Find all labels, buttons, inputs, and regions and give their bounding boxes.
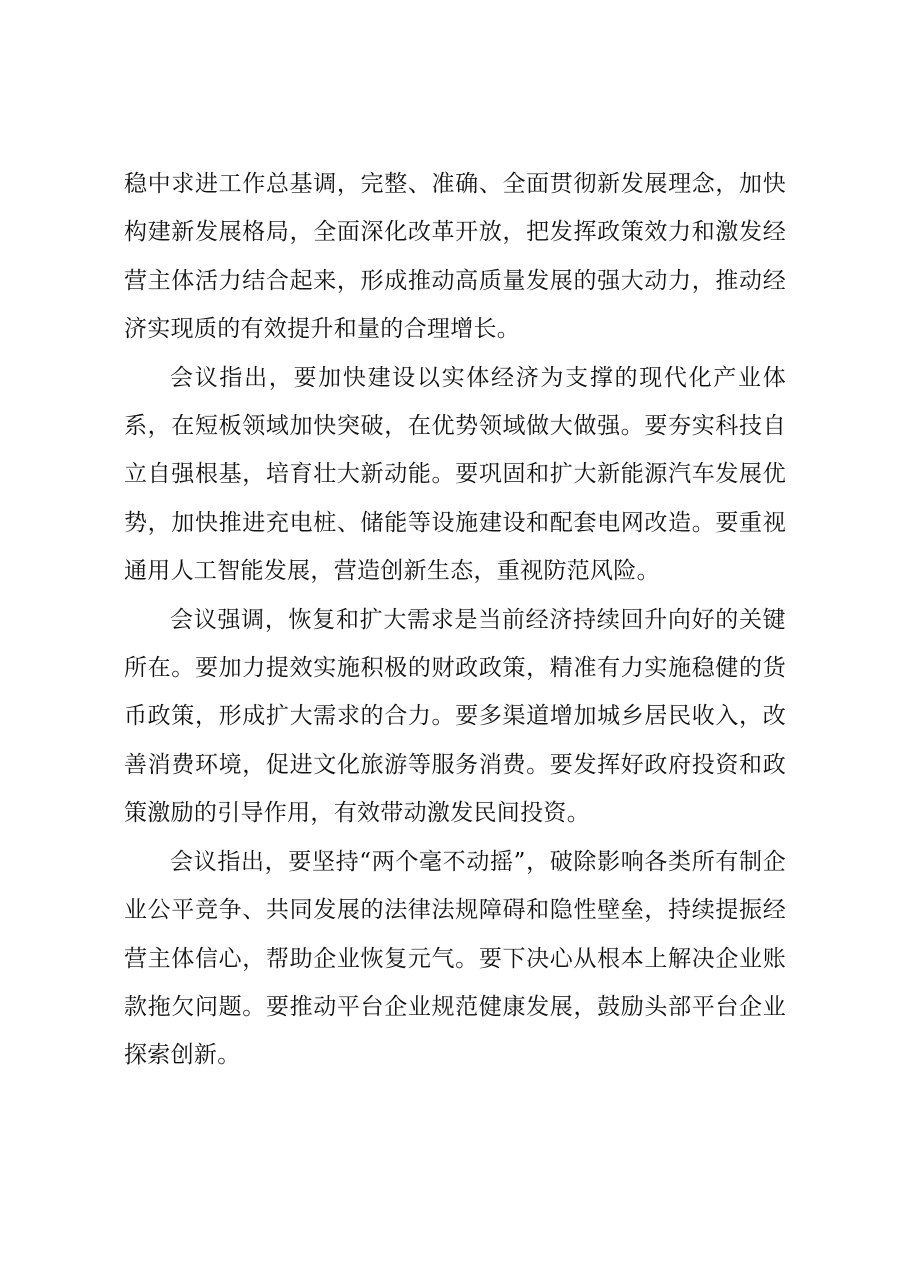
- document-body: [124, 160, 786, 1080]
- paragraph-expand-demand: 会议强调，恢复和扩大需求是当前经济持续回升向好的关键所在。要加力提效实施积极的财政政策，精准有力实施稳健的货币政策，形成扩大需求的合力。要多渠道增加城乡居民收入，改善消费环境，促进文化旅游等服务消费。要发挥好政府投资和政策激励的引导作用，有效带动激发民间投资。: [124, 606, 786, 827]
- paragraph-continuation: 稳中求进工作总基调，完整、准确、全面贯彻新发展理念，加快构建新发展格局，全面深化改革开放，把发挥政策效力和激发经营主体活力结合起来，形成推动高质量发展的强大动力，推动经济实现质的有效提升和量的合理增长。: [124, 171, 786, 343]
- paragraph-private-enterprise: 会议指出，要坚持“两个毫不动摇”，破除影响各类所有制企业公平竞争、共同发展的法律法规障碍和隐性壁垒，持续提振经营主体信心，帮助企业恢复元气。要下决心从根本上解决企业账款拖欠问题。要推动平台企业规范健康发展，鼓励头部平台企业探索创新。: [124, 848, 786, 1069]
- paragraph-industry-system: 会议指出，要加快建设以实体经济为支撑的现代化产业体系，在短板领域加快突破，在优势领域做大做强。要夯实科技自立自强根基，培育壮大新动能。要巩固和扩大新能源汽车发展优势，加快推进充电桩、储能等设施建设和配套电网改造。要重视通用人工智能发展，营造创新生态，重视防范风险。: [124, 364, 786, 585]
